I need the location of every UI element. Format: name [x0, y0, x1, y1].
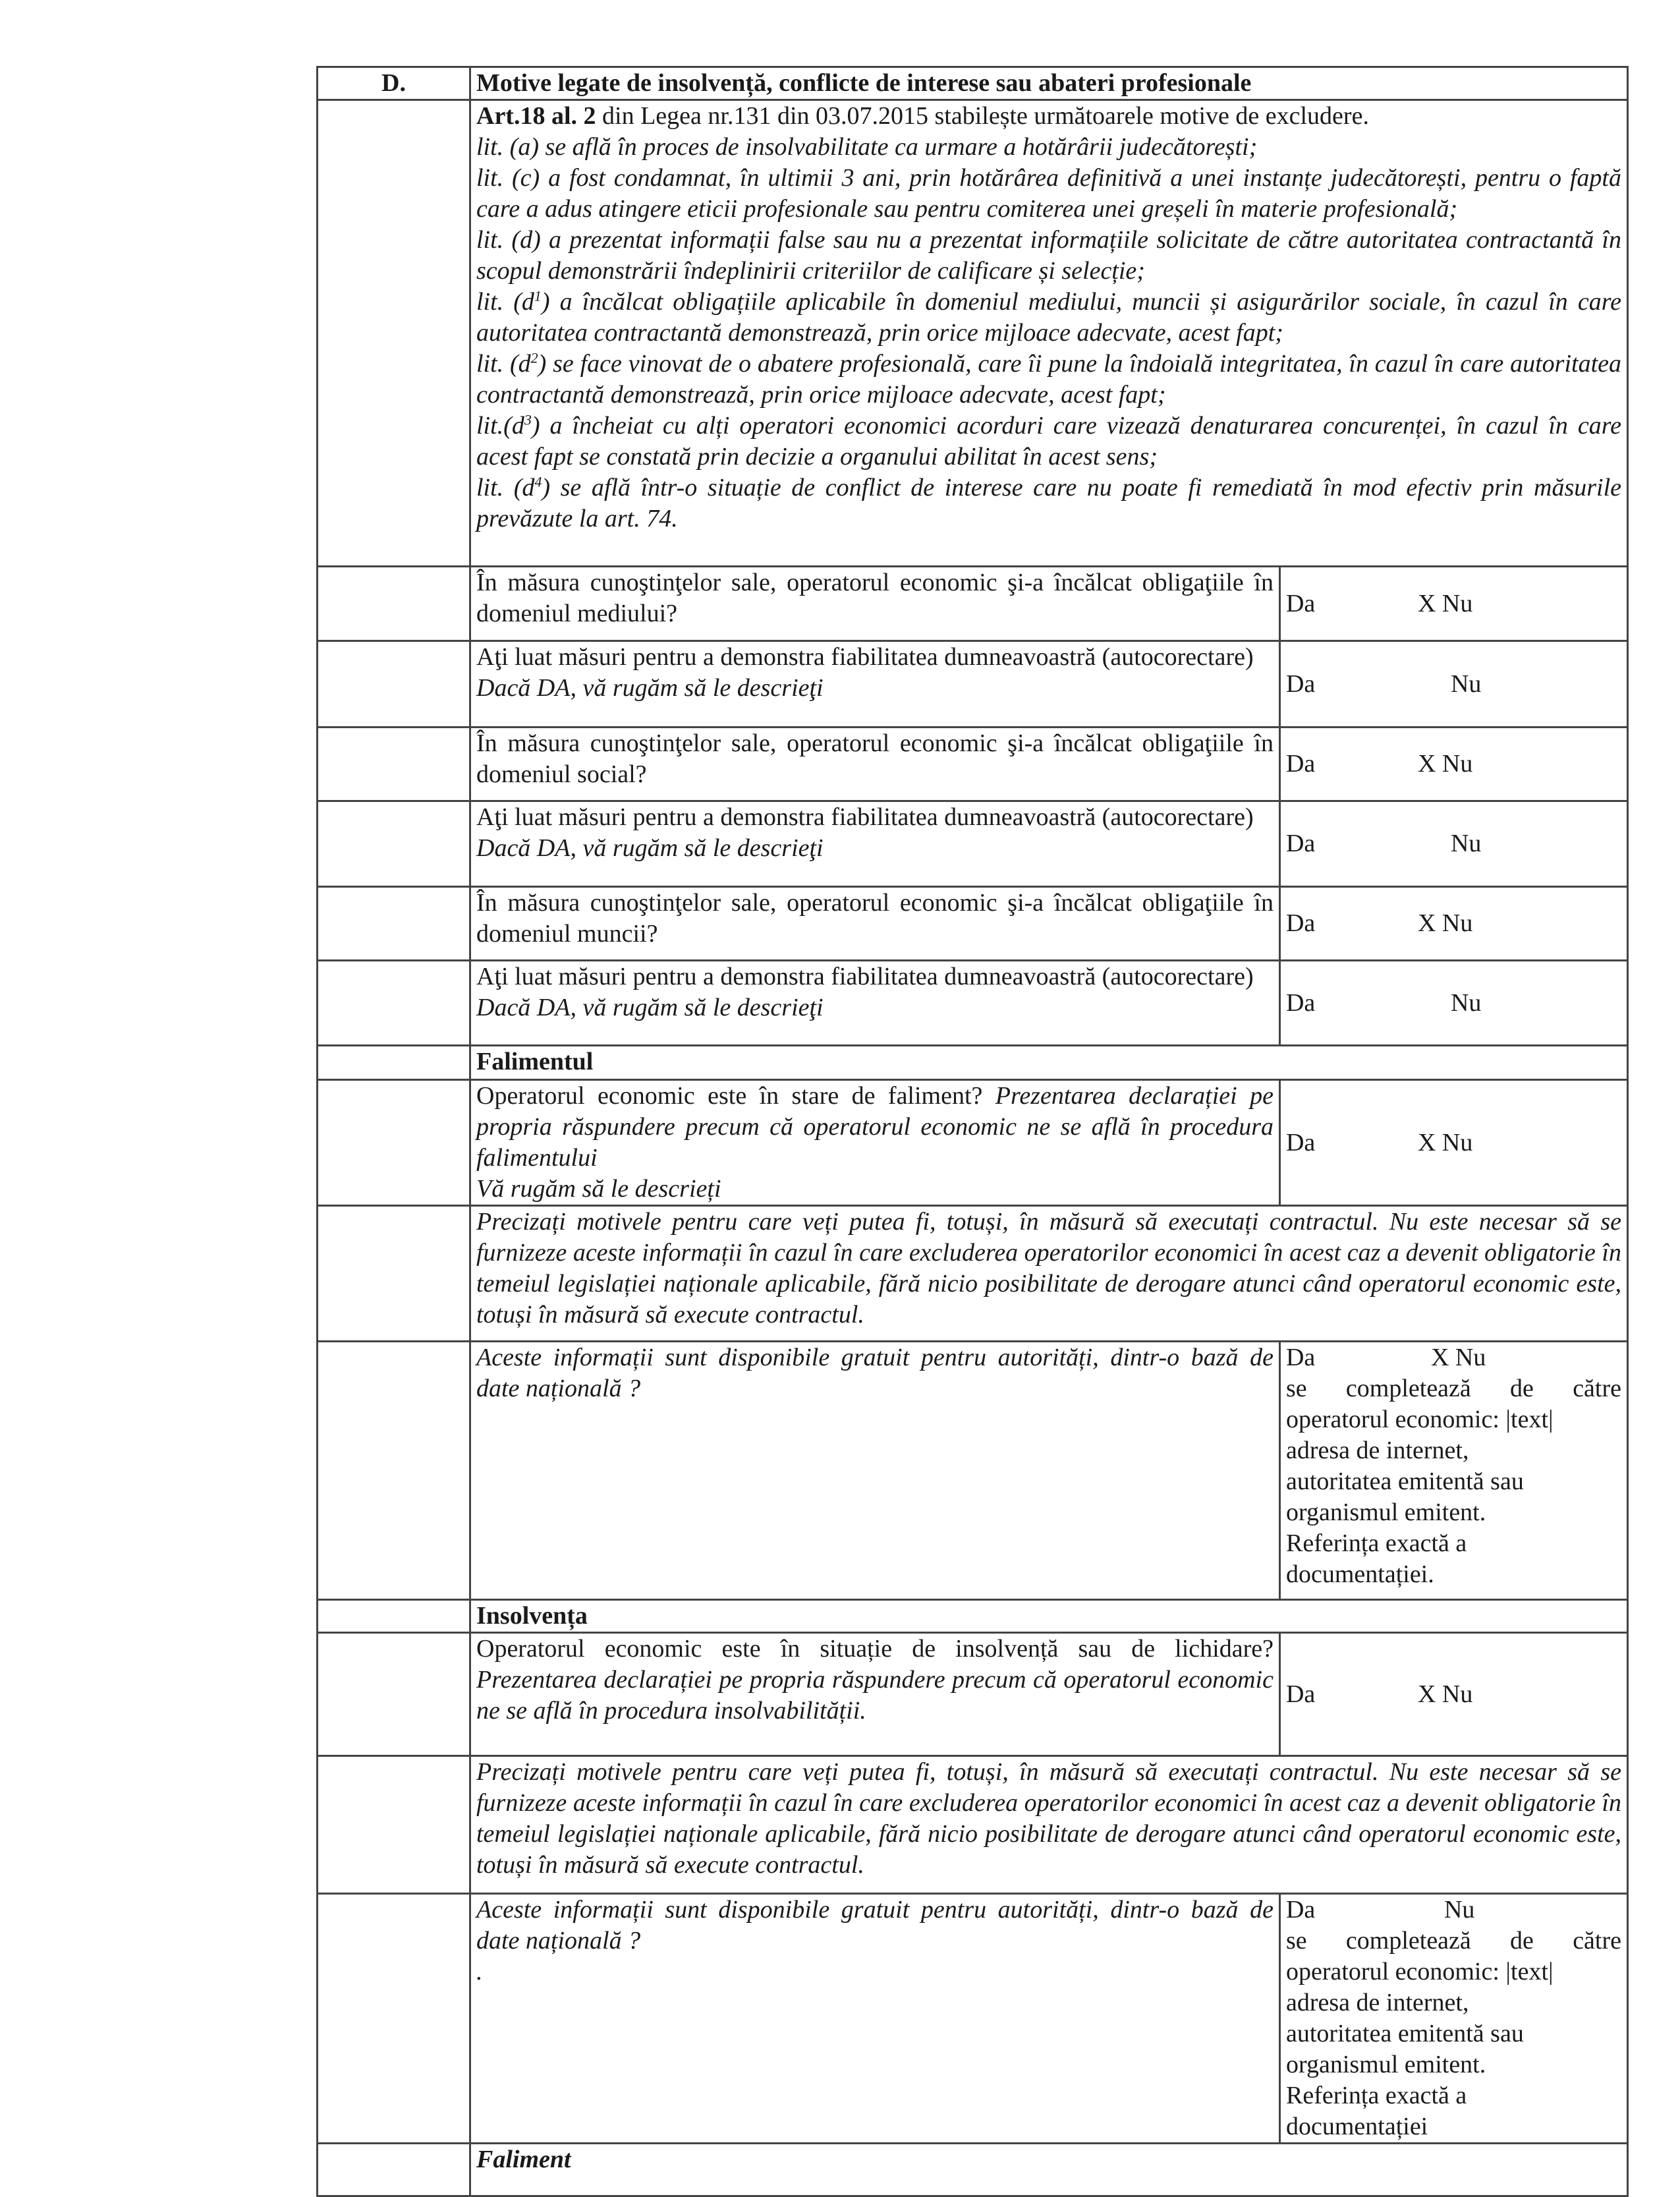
answer-env: Da X Nu: [1279, 567, 1627, 641]
question-autocorrect-env: Aţi luat măsuri pentru a demonstra fiabilitatea dumneavoastră (autocorectare) Dacă DA, vă rugăm să le descrieţi: [470, 641, 1280, 728]
database-question-faliment: Aceste informații sunt disponibile gratuit pentru autorități, dintr-o bază de date națională ?: [470, 1342, 1280, 1600]
question-muncii: În măsura cunoştinţelor sale, operatorul economic şi-a încălcat obligaţiile în domeniul muncii?: [470, 887, 1280, 961]
lit-list: [476, 132, 1621, 534]
heading-insolventa: Insolvența: [470, 1600, 1628, 1633]
heading-faliment: Falimentul: [470, 1046, 1628, 1080]
question-env: În măsura cunoştinţelor sale, operatorul economic şi-a încălcat obligaţiile în domeniul mediului?: [470, 567, 1280, 641]
section-title: Motive legate de insolvență, conflicte de interese sau abateri profesionale: [470, 67, 1628, 100]
question-insolventa: Operatorul economic este în situație de insolvență sau de lichidare? Prezentarea declarației pe propria răspundere precum că operatorul economic ne se află în procedura insolvabilității.: [470, 1633, 1280, 1756]
lit-item: lit. $(d^1)$ a încălcat obligațiile aplicabile în domeniul mediului, muncii și asigurărilor sociale, în cazul în care autoritatea contractantă demonstrează, prin orice mijloace adecvate, acest fapt;: [476, 287, 1622, 347]
lit-item: $lit.(d^3)$ a încheiat cu alți operatori economici acorduri care vizează denaturarea concurenței, în cazul în care acest fapt se constată prin decizie a organului abilitat în acest sens;: [476, 411, 1621, 471]
precizati-insolventa: Precizați motivele pentru care veți putea fi, totuși, în măsură să executați contractul. Nu este necesar să se furnizeze aceste informații în cazul în care excluderea operatorilor economici în acest caz a devenit obligatorie în temeiul legislației naționale aplicabile, fără nicio posibilitate de derogare atunci când operatorul economic este, totuși în măsură să execute contractul.: [470, 1756, 1628, 1894]
section-letter: D.: [318, 67, 470, 100]
exclusion-grounds-table: D. Motive legate de insolvență, conflicte de interese sau abateri profesionale Art.18 al. 2 din Legea nr.131 din 03.07.2015 stabilește următoarele motive de excludere. lit. (a) se află în proces de insolvabilitate ca urmare a hotărârii judecătorești; lit. (c) a fost condamnat, în ultimii 3 ani, prin hotărârea definitivă a unei instanțe judecătorești, pentru o faptă care a adus atingere eticii profesionale sau pentru comiterea unei greșeli în materie profesională; lit. (d) a prezentat informații false sau nu a prezentat informațiile solicitate de către autoritatea contractantă în scopul demonstrării îndeplinirii criteriilor de calificare și selecție; lit. $(d^1)$ a încălcat obligațiile aplicabile în domeniul mediului, muncii și asigurărilor sociale, în cazul în care autoritatea contractantă demonstrează, prin orice mijloace adecvate, acest fapt; lit. $(d^2)$ se face vinovat de o abatere profesională, care îi pune la îndoială integritatea, în cazul în care autoritatea contractantă demonstrează, prin orice mijloace adecvate, acest fapt; $lit.(d^3)$ a încheiat cu alți operatori economici acorduri care vizează denaturarea concurenței, în cazul în care acest fapt se constată prin decizie a organului abilitat în acest sens; lit. $(d^4)$ se află într-o situație de conflict de interese care nu poate fi remediată în mod efectiv prin măsurile prevăzute la art. 74. În măsura cunoştinţelor sale, operatorul economic şi-a încălcat obligaţiile în domeniul mediului? Da X Nu Aţi luat măsuri pentru a demonstra fiabilitatea dumneavoastră (autocorectare) Dacă DA, vă rugăm să le descrieţi Da Nu În măsura cunoştinţelor sale, operatorul economic şi-a încălcat obligaţiile în domeniul social? Da X Nu Aţi luat măsuri pentru a demonstra fiabilitatea dumneavoastră (autocorectare) Dacă DA, vă rugăm să le descrieţi Da Nu În măsura cunoştinţelor sale, operatorul economic şi-a încălcat obligaţiile în domeniul muncii? Da X Nu Aţi luat măsuri pentru a demonstra fiabilitatea dumneavoastră (autocorectare) Dacă DA, vă rugăm să le descrieţi Da Nu Falimentul Operatorul economic este în stare de faliment? Prezentarea declarației pe propria răspundere precum că operatorul economic ne se află în procedura falimentului Vă rugăm să le descrieți Da X Nu Precizați motivele pentru care veți putea fi, totuși, în măsură să executați contractul. Nu este necesar să se furnizeze aceste informații în cazul în care excluderea operatorilor economici în acest caz a devenit obligatorie în temeiul legislației naționale aplicabile, fără nicio posibilitate de derogare atunci când operatorul economic este, totuși în măsură să execute contractul. Aceste informații sunt disponibile gratuit pentru autorități, dintr-o bază de date națională ? Da X Nu se completează de către operatorul economic: |text| adresa de internet, autoritatea emitentă sau organismul emitent. Referința exactă a documentației. Insolvența Operatorul economic este în situație de insolvență sau de lichidare? Prezentarea declarației pe propria răspundere precum că operatorul economic ne se află în procedura insolvabilității. Da X Nu Precizați motivele pentru care veți putea fi, totuși, în măsură să executați contractul. Nu este necesar să se furnizeze aceste informații în cazul în care excluderea operatorilor economici în acest caz a devenit obligatorie în temeiul legislației naționale aplicabile, fără nicio posibilitate de derogare atunci când operatorul economic este, totuși în măsură să execute contractul. Aceste informații sunt disponibile gratuit pentru autorități, dintr-o bază de date națională ? . Da Nu se completează de către operatorul economic: |text| adresa de internet, autoritatea emitentă sau organismul emitent. Referința exactă a documentației Faliment: [316, 66, 1629, 2197]
legal-grounds: Art.18 al. 2 din Legea nr.131 din 03.07.2015 stabilește următoarele motive de excludere. lit. (a) se află în proces de insolvabilitate ca urmare a hotărârii judecătorești; lit. (c) a fost condamnat, în ultimii 3 ani, prin hotărârea definitivă a unei instanțe judecătorești, pentru o faptă care a adus atingere eticii profesionale sau pentru comiterea unei greșeli în materie profesională; lit. (d) a prezentat informații false sau nu a prezentat informațiile solicitate de către autoritatea contractantă în scopul demonstrării îndeplinirii criteriilor de calificare și selecție; lit. $(d^1)$ a încălcat obligațiile aplicabile în domeniul mediului, muncii și asigurărilor sociale, în cazul în care autoritatea contractantă demonstrează, prin orice mijloace adecvate, acest fapt; lit. $(d^2)$ se face vinovat de o abatere profesională, care îi pune la îndoială integritatea, în cazul în care autoritatea contractantă demonstrează, prin orice mijloace adecvate, acest fapt; $lit.(d^3)$ a încheiat cu alți operatori economici acorduri care vizează denaturarea concurenței, în cazul în care acest fapt se constată prin decizie a organului abilitat în acest sens; lit. $(d^4)$ se află într-o situație de conflict de interese care nu poate fi remediată în mod efectiv prin măsurile prevăzute la art. 74.: [470, 100, 1628, 567]
heading-faliment-next: Faliment: [470, 2144, 1628, 2196]
lit-item: lit. (c) a fost condamnat, în ultimii 3 ani, prin hotărârea definitivă a unei instanțe judecătorești, pentru o faptă care a adus atingere eticii profesionale sau pentru comiterea unei greșeli în materie profesională;: [476, 164, 1621, 223]
lit-item: lit. $(d^4)$ se află într-o situație de conflict de interese care nu poate fi remediată în mod efectiv prin măsurile prevăzute la art. 74.: [476, 473, 1621, 532]
database-question-insolventa: Aceste informații sunt disponibile gratuit pentru autorități, dintr-o bază de date națională ? .: [470, 1894, 1280, 2144]
question-faliment: Operatorul economic este în stare de faliment? Prezentarea declarației pe propria răspundere precum că operatorul economic ne se află în procedura falimentului Vă rugăm să le descrieți: [470, 1080, 1280, 1206]
lit-item: lit. $(d^2)$ se face vinovat de o abatere profesională, care îi pune la îndoială integritatea, în cazul în care autoritatea contractantă demonstrează, prin orice mijloace adecvate, acest fapt;: [476, 349, 1622, 409]
lit-item: lit. (a) se află în proces de insolvabilitate ca urmare a hotărârii judecătorești;: [476, 133, 1258, 161]
precizati-faliment: Precizați motivele pentru care veți putea fi, totuși, în măsură să executați contractul. Nu este necesar să se furnizeze aceste informații în cazul în care excluderea operatorilor economici în acest caz a devenit obligatorie în temeiul legislației naționale aplicabile, fără nicio posibilitate de derogare atunci când operatorul economic este, totuși în măsură să execute contractul.: [470, 1206, 1628, 1342]
question-autocorrect-muncii: Aţi luat măsuri pentru a demonstra fiabilitatea dumneavoastră (autocorectare) Dacă DA, vă rugăm să le descrieţi: [470, 961, 1280, 1046]
question-social: În măsura cunoştinţelor sale, operatorul economic şi-a încălcat obligaţiile în domeniul social?: [470, 728, 1280, 801]
lit-item: lit. (d) a prezentat informații false sau nu a prezentat informațiile solicitate de către autoritatea contractantă în scopul demonstrării îndeplinirii criteriilor de calificare și selecție;: [476, 226, 1621, 285]
question-autocorrect-social: Aţi luat măsuri pentru a demonstra fiabilitatea dumneavoastră (autocorectare) Dacă DA, vă rugăm să le descrieţi: [470, 801, 1280, 887]
